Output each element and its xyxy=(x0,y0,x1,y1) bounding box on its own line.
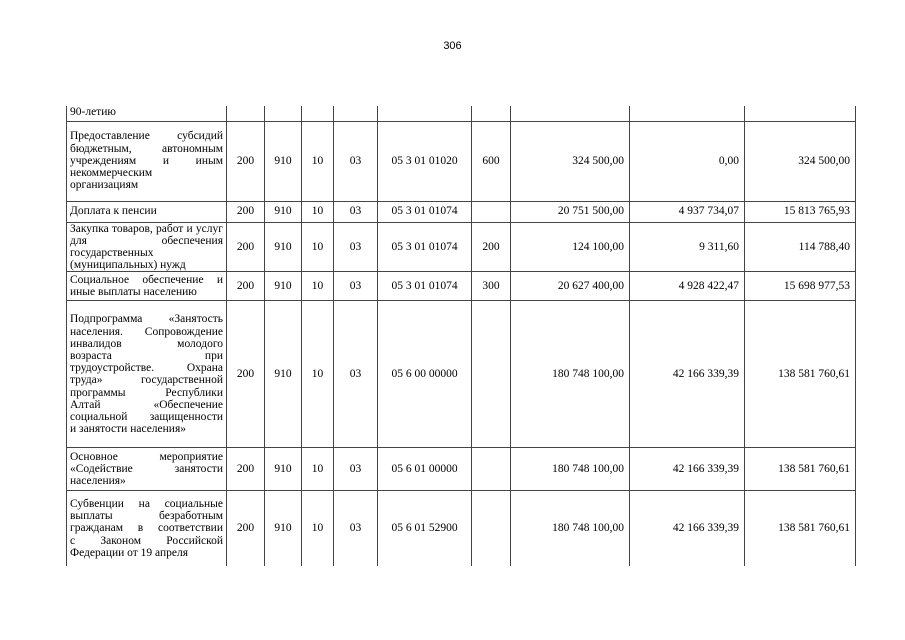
division-code: 10 xyxy=(302,301,334,448)
row-name-line: 90-летию xyxy=(70,106,116,118)
expense-type-code: 600 xyxy=(472,121,511,201)
row-name xyxy=(67,121,227,201)
division-code: 10 xyxy=(302,491,334,566)
ministry-code xyxy=(265,106,302,121)
executed-amount: 4 937 734,07 xyxy=(630,201,745,222)
section-code: 200 xyxy=(227,272,265,301)
target-article-code: 05 3 01 01074 xyxy=(378,201,472,222)
executed-amount: 4 928 422,47 xyxy=(630,272,745,301)
row-name-line: инвалидов молодого xyxy=(70,337,223,350)
planned-amount xyxy=(511,106,630,121)
row-name-line: Основное мероприятие «Содействие занятости населения» xyxy=(70,451,223,488)
row-name-line: трудоустройстве. Охрана xyxy=(70,362,223,375)
row-name xyxy=(67,222,227,272)
row-name-line: и занятости населения» xyxy=(70,423,186,436)
subdivision-code: 03 xyxy=(334,448,378,491)
target-article-code: 05 6 01 00000 xyxy=(378,448,472,491)
target-article-code: 05 6 00 00000 xyxy=(378,301,472,448)
page-number: 306 xyxy=(443,40,462,52)
row-name-line: возраста при xyxy=(70,349,223,362)
remaining-amount: 114 788,40 xyxy=(745,222,856,272)
table-row xyxy=(67,301,856,448)
section-code: 200 xyxy=(227,491,265,566)
division-code: 10 xyxy=(302,272,334,301)
expense-type-code xyxy=(472,448,511,491)
row-name xyxy=(67,301,227,448)
section-code: 200 xyxy=(227,222,265,272)
section-code: 200 xyxy=(227,301,265,448)
row-name-line: выплаты безработным xyxy=(70,510,223,523)
row-name-line: Доплата к пенсии xyxy=(70,205,157,218)
row-name-line: Социальное обеспечение и иные выплаты населению xyxy=(70,274,223,299)
row-name xyxy=(67,201,227,222)
row-name-line: Федерации от 19 апреля xyxy=(70,546,189,559)
target-article-code: 05 3 01 01020 xyxy=(378,121,472,201)
target-article-code xyxy=(378,106,472,121)
ministry-code: 910 xyxy=(265,201,302,222)
planned-amount: 324 500,00 xyxy=(511,121,630,201)
subdivision-code: 03 xyxy=(334,201,378,222)
ministry-code: 910 xyxy=(265,491,302,566)
ministry-code: 910 xyxy=(265,222,302,272)
expense-type-code xyxy=(472,301,511,448)
row-name-line: населения. Сопровождение xyxy=(70,325,223,338)
section-code: 200 xyxy=(227,201,265,222)
row-name-line: Предоставление субсидий бюджетным, автономным учреждениям и иным некоммерческим организациям xyxy=(70,130,223,192)
subdivision-code: 03 xyxy=(334,222,378,272)
division-code: 10 xyxy=(302,448,334,491)
subdivision-code: 03 xyxy=(334,491,378,566)
table-row xyxy=(67,272,856,301)
ministry-code: 910 xyxy=(265,272,302,301)
planned-amount: 124 100,00 xyxy=(511,222,630,272)
section-code: 200 xyxy=(227,448,265,491)
expense-type-code: 300 xyxy=(472,272,511,301)
remaining-amount: 138 581 760,61 xyxy=(745,448,856,491)
row-name-line: гражданам в соответствии xyxy=(70,522,223,535)
expense-type-code: 200 xyxy=(472,222,511,272)
row-name-line: программы Республики xyxy=(70,386,223,399)
remaining-amount: 15 813 765,93 xyxy=(745,201,856,222)
row-name-line: Субвенции на социальные xyxy=(70,498,223,511)
table-row xyxy=(67,121,856,201)
executed-amount: 42 166 339,39 xyxy=(630,301,745,448)
subdivision-code: 03 xyxy=(334,121,378,201)
table-row xyxy=(67,491,856,566)
expense-type-code xyxy=(472,491,511,566)
table-row xyxy=(67,201,856,222)
row-name xyxy=(67,491,227,566)
division-code: 10 xyxy=(302,222,334,272)
target-article-code: 05 6 01 52900 xyxy=(378,491,472,566)
division-code xyxy=(302,106,334,121)
row-name-line: Алтай «Обеспечение xyxy=(70,398,223,411)
executed-amount: 9 311,60 xyxy=(630,222,745,272)
remaining-amount: 324 500,00 xyxy=(745,121,856,201)
table-row xyxy=(67,448,856,491)
ministry-code: 910 xyxy=(265,448,302,491)
row-name-line: социальной защищенности xyxy=(70,410,223,423)
remaining-amount: 15 698 977,53 xyxy=(745,272,856,301)
section-code xyxy=(227,106,265,121)
expense-type-code xyxy=(472,201,511,222)
planned-amount: 20 627 400,00 xyxy=(511,272,630,301)
ministry-code: 910 xyxy=(265,121,302,201)
ministry-code: 910 xyxy=(265,301,302,448)
division-code: 10 xyxy=(302,121,334,201)
row-name xyxy=(67,106,227,121)
executed-amount xyxy=(630,106,745,121)
planned-amount: 180 748 100,00 xyxy=(511,301,630,448)
planned-amount: 20 751 500,00 xyxy=(511,201,630,222)
row-name xyxy=(67,272,227,301)
subdivision-code: 03 xyxy=(334,301,378,448)
budget-table xyxy=(66,106,856,566)
row-name-line: труда» государственной xyxy=(70,374,223,387)
row-name-line: Подпрограмма «Занятость xyxy=(70,313,223,326)
table-row xyxy=(67,222,856,272)
expense-type-code xyxy=(472,106,511,121)
section-code: 200 xyxy=(227,121,265,201)
subdivision-code xyxy=(334,106,378,121)
executed-amount: 0,00 xyxy=(630,121,745,201)
division-code: 10 xyxy=(302,201,334,222)
remaining-amount xyxy=(745,106,856,121)
executed-amount: 42 166 339,39 xyxy=(630,448,745,491)
row-name xyxy=(67,448,227,491)
table-row xyxy=(67,106,856,121)
target-article-code: 05 3 01 01074 xyxy=(378,272,472,301)
target-article-code: 05 3 01 01074 xyxy=(378,222,472,272)
row-name-line: Закупка товаров, работ и услуг для обеспечения государственных (муниципальных) нужд xyxy=(70,222,223,272)
row-name-line: с Законом Российской xyxy=(70,534,223,547)
planned-amount: 180 748 100,00 xyxy=(511,448,630,491)
subdivision-code: 03 xyxy=(334,272,378,301)
remaining-amount: 138 581 760,61 xyxy=(745,491,856,566)
planned-amount: 180 748 100,00 xyxy=(511,491,630,566)
remaining-amount: 138 581 760,61 xyxy=(745,301,856,448)
executed-amount: 42 166 339,39 xyxy=(630,491,745,566)
